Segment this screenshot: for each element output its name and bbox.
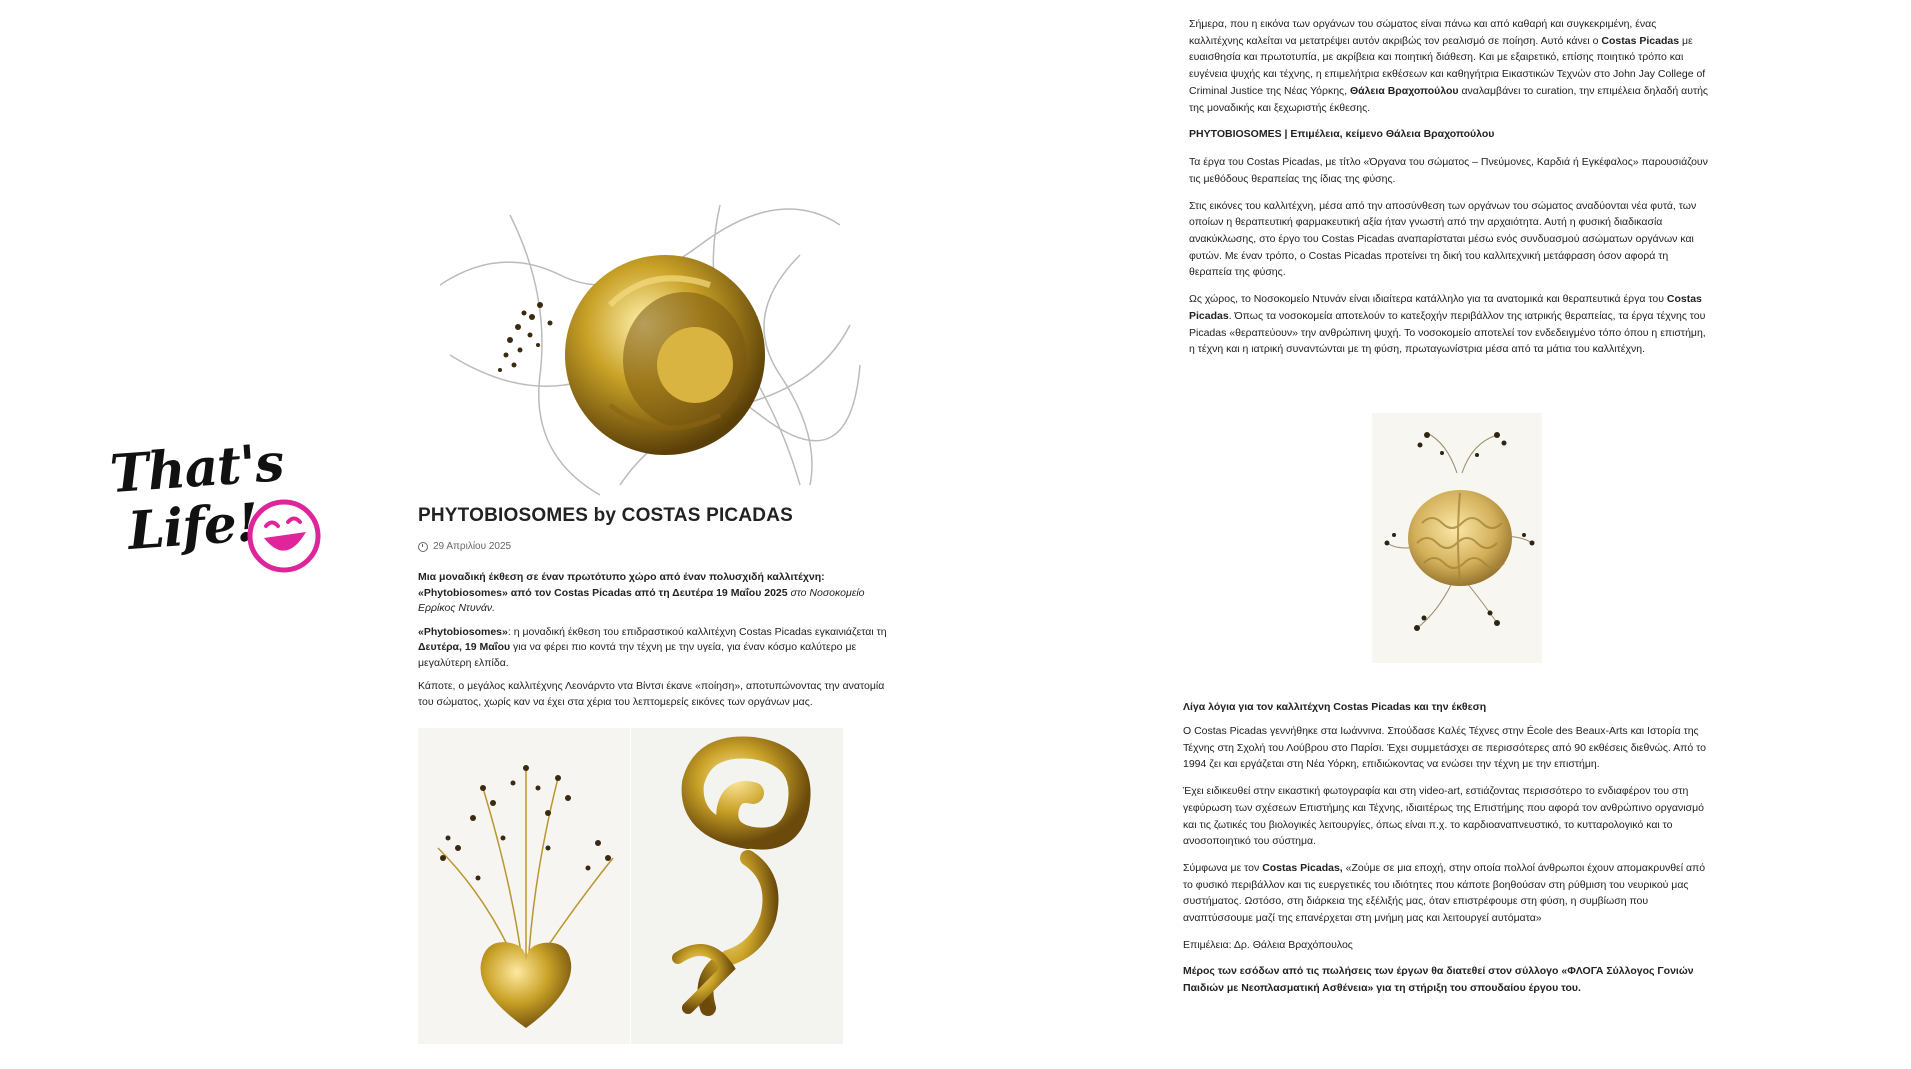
rp4-text-2: . Όπως τα νοσοκομεία αποτελούν το κατεξοχήν περιβάλλον της ιατρικής θεραπείας, τα έργα τέχνης του Picadas «θεραπεύουν» την ανθρώπινη ψυχή. Το νοσοκομείο αποτελεί τον ενδεδειγμένο τόπο όπου η επιστήμη, η τέχνη και η ιατρική συναντώνται με τη φύση, πρωταγωνίστρια μέσα από τα μάτια του καλλιτέχνη. [1189,309,1706,356]
rp1-text-1: Σήμερα, που η εικόνα των οργάνων του σώματος είναι πάνω και από καθαρή και συγκεκριμένη, ένας καλλιτέχνης καλείται να μετατρέψει αυτόν ακριβώς τον ρεαλισμό σε ποίηση. Αυτό κάνει ο [1189,18,1657,47]
bio3-bold-1: Costas Picadas, [1262,861,1343,874]
intro-bold-2: «Phytobiosomes» από τον Costas Picadas από τη Δευτέρα 19 Μαΐου 2025 [418,586,788,599]
rp1-bold-2: Θάλεια Βραχοπούλου [1349,84,1459,97]
rp4-bold-1: Costas Picadas [1189,293,1702,322]
bio3-text-2: «Ζούμε σε μια εποχή, στην οποία πολλοί άνθρωποι έχουν απομακρυνθεί από το φυσικό περιβάλλον και τις ευεργετικές του ιδιότητες που κάποτε βοηθούσαν στη ρύθμιση του νευρικού μας συστήματος. Ωστόσο, στη διάρκεια της εξέλιξής μας, όταν επιστρέφουμε στη φύση, η συμβίωση που αναπτύσσουμε μαζί της επανέρχεται στη μνήμη μας και λειτουργεί αυτόματα» [1183,861,1706,925]
intro-italic: στο Νοσοκομείο Ερρίκος Ντυνάν. [418,586,865,614]
rp1-text-3: αναλαμβάνει το curation, την επιμέλεια δηλαδή αυτής της μοναδικής και ξεχωριστής έκθεσης. [1189,84,1708,114]
curation-credit: Επιμέλεια: Δρ. Θάλεια Βραχόπουλος [1183,938,1353,951]
right-paragraph-1 [1189,16,1709,116]
p2-bold-1: «Phytobiosomes» [418,625,508,638]
intro-paragraph [418,570,893,617]
intro-bold-1: Μια μοναδική έκθεση σε έναν πρωτότυπο χώρο από έναν πολυσχιδή καλλιτέχνη: [418,571,825,583]
article-date [418,541,893,552]
artist-bio-section [1183,701,1709,1007]
artist-bio-heading: Λίγα λόγια για τον καλλιτέχνη Costas Picadas και την έκθεση [1183,701,1487,713]
closing-paragraph: Μέρος των εσόδων από τις πωλήσεις των έργων θα διατεθεί στον σύλλογο «ΦΛΟΓΑ Σύλλογος Γονιών Παιδιών με Νεοπλασματική Ασθένεια» για τη στήριξη του σπουδαίου έργου του. [1183,965,1694,995]
golden-brain-artwork [1372,413,1542,663]
right-paragraph-3: Στις εικόνες του καλλιτέχνη, μέσα από την αποσύνθεση των οργάνων του σώματος αναδύονται νέα φυτά, των οποίων η θεραπευτική φαρμακευτική αξία ήταν γνωστή από την αρχαιότητα. Αυτή η φυσική διαδικασία ανακύκλωσης, στο έργο του Costas Picadas αναπαρίσταται μέσω ενός συνδυασμού ασώματων οργάνων και φυτών. Με έναν τρόπο, ο Costas Picadas προτείνει τη δική του καλλιτεχνική μετάφραση όσον αφορά τη θεραπεία της φύσης. [1189,199,1697,279]
article-right-column [1189,16,1709,368]
heart-and-ear-artwork [418,728,843,1044]
right-paragraph-4 [1189,291,1709,358]
date-text: 29 Απριλίου 2025 [433,541,512,552]
clock-icon [418,542,428,552]
p2-text-2: για να φέρει πιο κοντά την τέχνη με την υγεία, για έναν κόσμο καλύτερο με μεγαλύτερη ελπίδα. [418,641,857,669]
paragraph-2 [418,625,893,672]
article-title: PHYTOBIOSOMES by COSTAS PICADAS [418,505,793,526]
logo-line-1: That's [108,432,286,506]
rp1-text-2: με ευαισθησία και πρωτοτυπία, με ακρίβεια και ποιητική διάθεση. Και με εξαιρετικό, επίσης ποιητικό τρόπο και ευγένεια ψυχής και τέχνης, η επιμελήτρια εκθέσεων και καθηγήτρια Εικαστικών Τεχνών στο John Jay College of Criminal Justice της Νέας Υόρκης, [1189,34,1706,97]
golden-eye-artwork [420,195,870,500]
article-left-column [418,505,893,718]
bio-paragraph-3 [1183,860,1709,927]
logo-line-2: Life! [126,492,260,562]
curation-heading: PHYTOBIOSOMES | Επιμέλεια, κείμενο Θάλεια Βραχοπούλου [1189,128,1495,141]
rp4-text-1: Ως χώρος, το Νοσοκομείο Ντυνάν είναι ιδιαίτερα κατάλληλο για τα ανατομικά και θεραπευτικά έργα του [1189,293,1667,306]
p2-text-1: : η μοναδική έκθεση του επιδραστικού καλλιτέχνη Costas Picadas εγκαινιάζεται τη [507,625,887,638]
bio3-text-1: Σύμφωνα με τον [1183,861,1263,874]
rp1-bold-1: Costas Picadas [1601,34,1680,47]
bio-paragraph-1: Ο Costas Picadas γεννήθηκε στα Ιωάννινα. Σπούδασε Καλές Τέχνες στην École des Beaux-Arts και Ιστορία της Τέχνης στη Σχολή του Λούβρου στο Παρίσι. Έχει συμμετάσχει σε περισσότερες από 90 εκθέσεις διεθνώς. Από το 1994 ζει και εργάζεται στη Νέα Υόρκη, επιδιώκοντας να ενώσει την τέχνη με την επιστήμη. [1183,725,1707,771]
smiley-icon [244,496,324,576]
bio-paragraph-2: Έχει ειδικευθεί στην εικαστική φωτογραφία και στη video-art, εστιάζοντας περισσότερο το ενδιαφέρον του στη γεφύρωση των σχέσεων Επιστήμης και Τέχνης, ιδιαιτέρως της Επιστήμης που αφορά τον ανθρώπινο οργανισμό και τις ζωτικές του βιολογικές λειτουργίες, όπως είναι π.χ. το καρδιοαναπνευστικό, το κυτταρολογικό και το ανοσοποιητικό του σύστημα. [1183,785,1704,848]
paragraph-3: Κάποτε, ο μεγάλος καλλιτέχνης Λεονάρντο ντα Βίντσι έκανε «ποίηση», αποτυπώνοντας την ανατομία του σώματος, χωρίς καν να έχει στα χέρια του λεπτομερείς εικόνες των οργάνων μας. [418,680,885,708]
thats-life-logo [108,432,332,590]
p2-bold-2: Δευτέρα, 19 Μαΐου [418,641,511,653]
right-paragraph-2: Τα έργα του Costas Picadas, με τίτλο «Όργανα του σώματος – Πνεύμονες, Καρδιά ή Εγκέφαλος» παρουσιάζουν τις μεθόδους θεραπείας της ίδιας της φύσης. [1189,156,1708,185]
